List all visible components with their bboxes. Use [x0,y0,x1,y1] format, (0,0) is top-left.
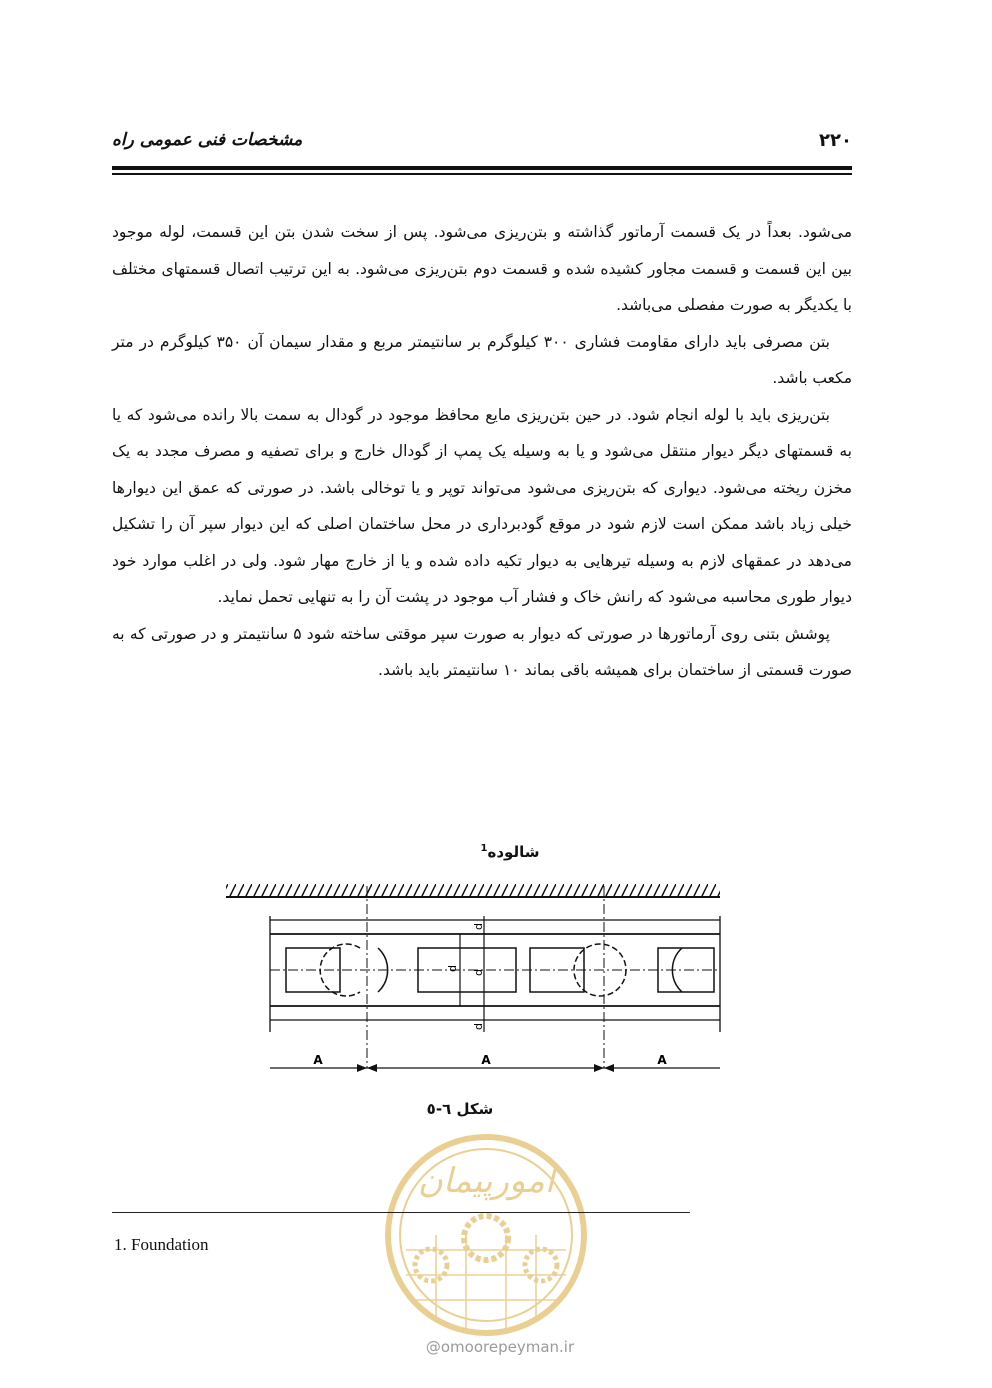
watermark-logo [376,1130,596,1340]
paragraph-2: بتن مصرفی باید دارای مقاومت فشاری ۳۰۰ کیلوگرم بر سانتیمتر مربع و مقدار سیمان آن ۳۵۰ کیلوگرم در متر مکعب باشد. [112,332,852,387]
watermark-text: امورپیمان [417,1161,555,1201]
page-number: ۲۲۰ [819,130,852,151]
figure-caption: شکل ٦-٥ [426,1100,494,1118]
ground-hatch [226,884,720,896]
dimension-label-3: A [657,1053,667,1067]
foundation-diagram [220,872,732,1082]
vertical-label-2: d [446,965,459,972]
figure-title-text: شالوده [487,843,540,861]
vertical-label-1: d [472,923,485,930]
dimension-label-1: A [313,1053,323,1067]
watermark-url: @omoorepeyman.ir [425,1338,575,1356]
paragraph-4: پوشش بتنی روی آرماتورها در صورتی که دیوار به صورت سپر موقتی ساخته شود ۵ سانتیمتر و در صورتی که به صورت قسمتی از ساختمان برای همیشه باقی بماند ۱۰ سانتیمتر باید باشد. [112,624,852,679]
running-title: مشخصات فنی عمومی راه [112,130,303,150]
header-rule-thin [112,173,852,175]
vertical-label-4: d [472,1023,485,1030]
footnote-marker: 1 [480,843,488,854]
header-rule-thick [112,166,852,170]
page-header [112,122,852,162]
dimension-label-2: A [481,1053,491,1067]
panel-3 [530,948,584,992]
vertical-label-3: d [472,969,485,976]
footnote-rule [112,1212,690,1213]
paragraph-1: می‌شود. بعداً در یک قسمت آرماتور گذاشته و بتن‌ریزی می‌شود. پس از سخت شدن بتن این قسمت، لوله موجود بین این قسمت و قسمت مجاور کشیده شده و قسمت دوم بتن‌ریزی می‌شود. به این ترتیب اتصال قسمتهای مختلف با یکدیگر به صورت مفصلی می‌باشد. [112,223,852,314]
footnote: 1. Foundation [114,1235,209,1254]
figure-title [400,843,620,861]
paragraph-3: بتن‌ریزی باید با لوله انجام شود. در حین بتن‌ریزی مایع محافظ موجود در گودال به سمت بالا رانده می‌شود که یا به قسمتهای دیگر دیوار منتقل می‌شود و یا به وسیله یک پمپ از گودال خارج و برای تصفیه و مصرف مجدد به یک مخزن ریخته می‌شود. دیواری که بتن‌ریزی می‌شود می‌تواند توپر و یا توخالی باشد. در صورتی که عمق این دیوارها خیلی زیاد باشد ممکن است لازم شود در موقع گودبرداری در محل ساختمان اصلی که این دیوار سپر آن را تشکیل می‌دهد در عمقهای لازم به وسیله تیرهایی به دیوار تکیه داده شده و یا از خارج مهار شود. ولی در اغلب موارد خود دیوار طوری محاسبه می‌شود که رانش خاک و فشار آب موجود در پشت آن را به تنهایی تحمل نماید. [112,405,852,606]
body-text [112,214,852,689]
